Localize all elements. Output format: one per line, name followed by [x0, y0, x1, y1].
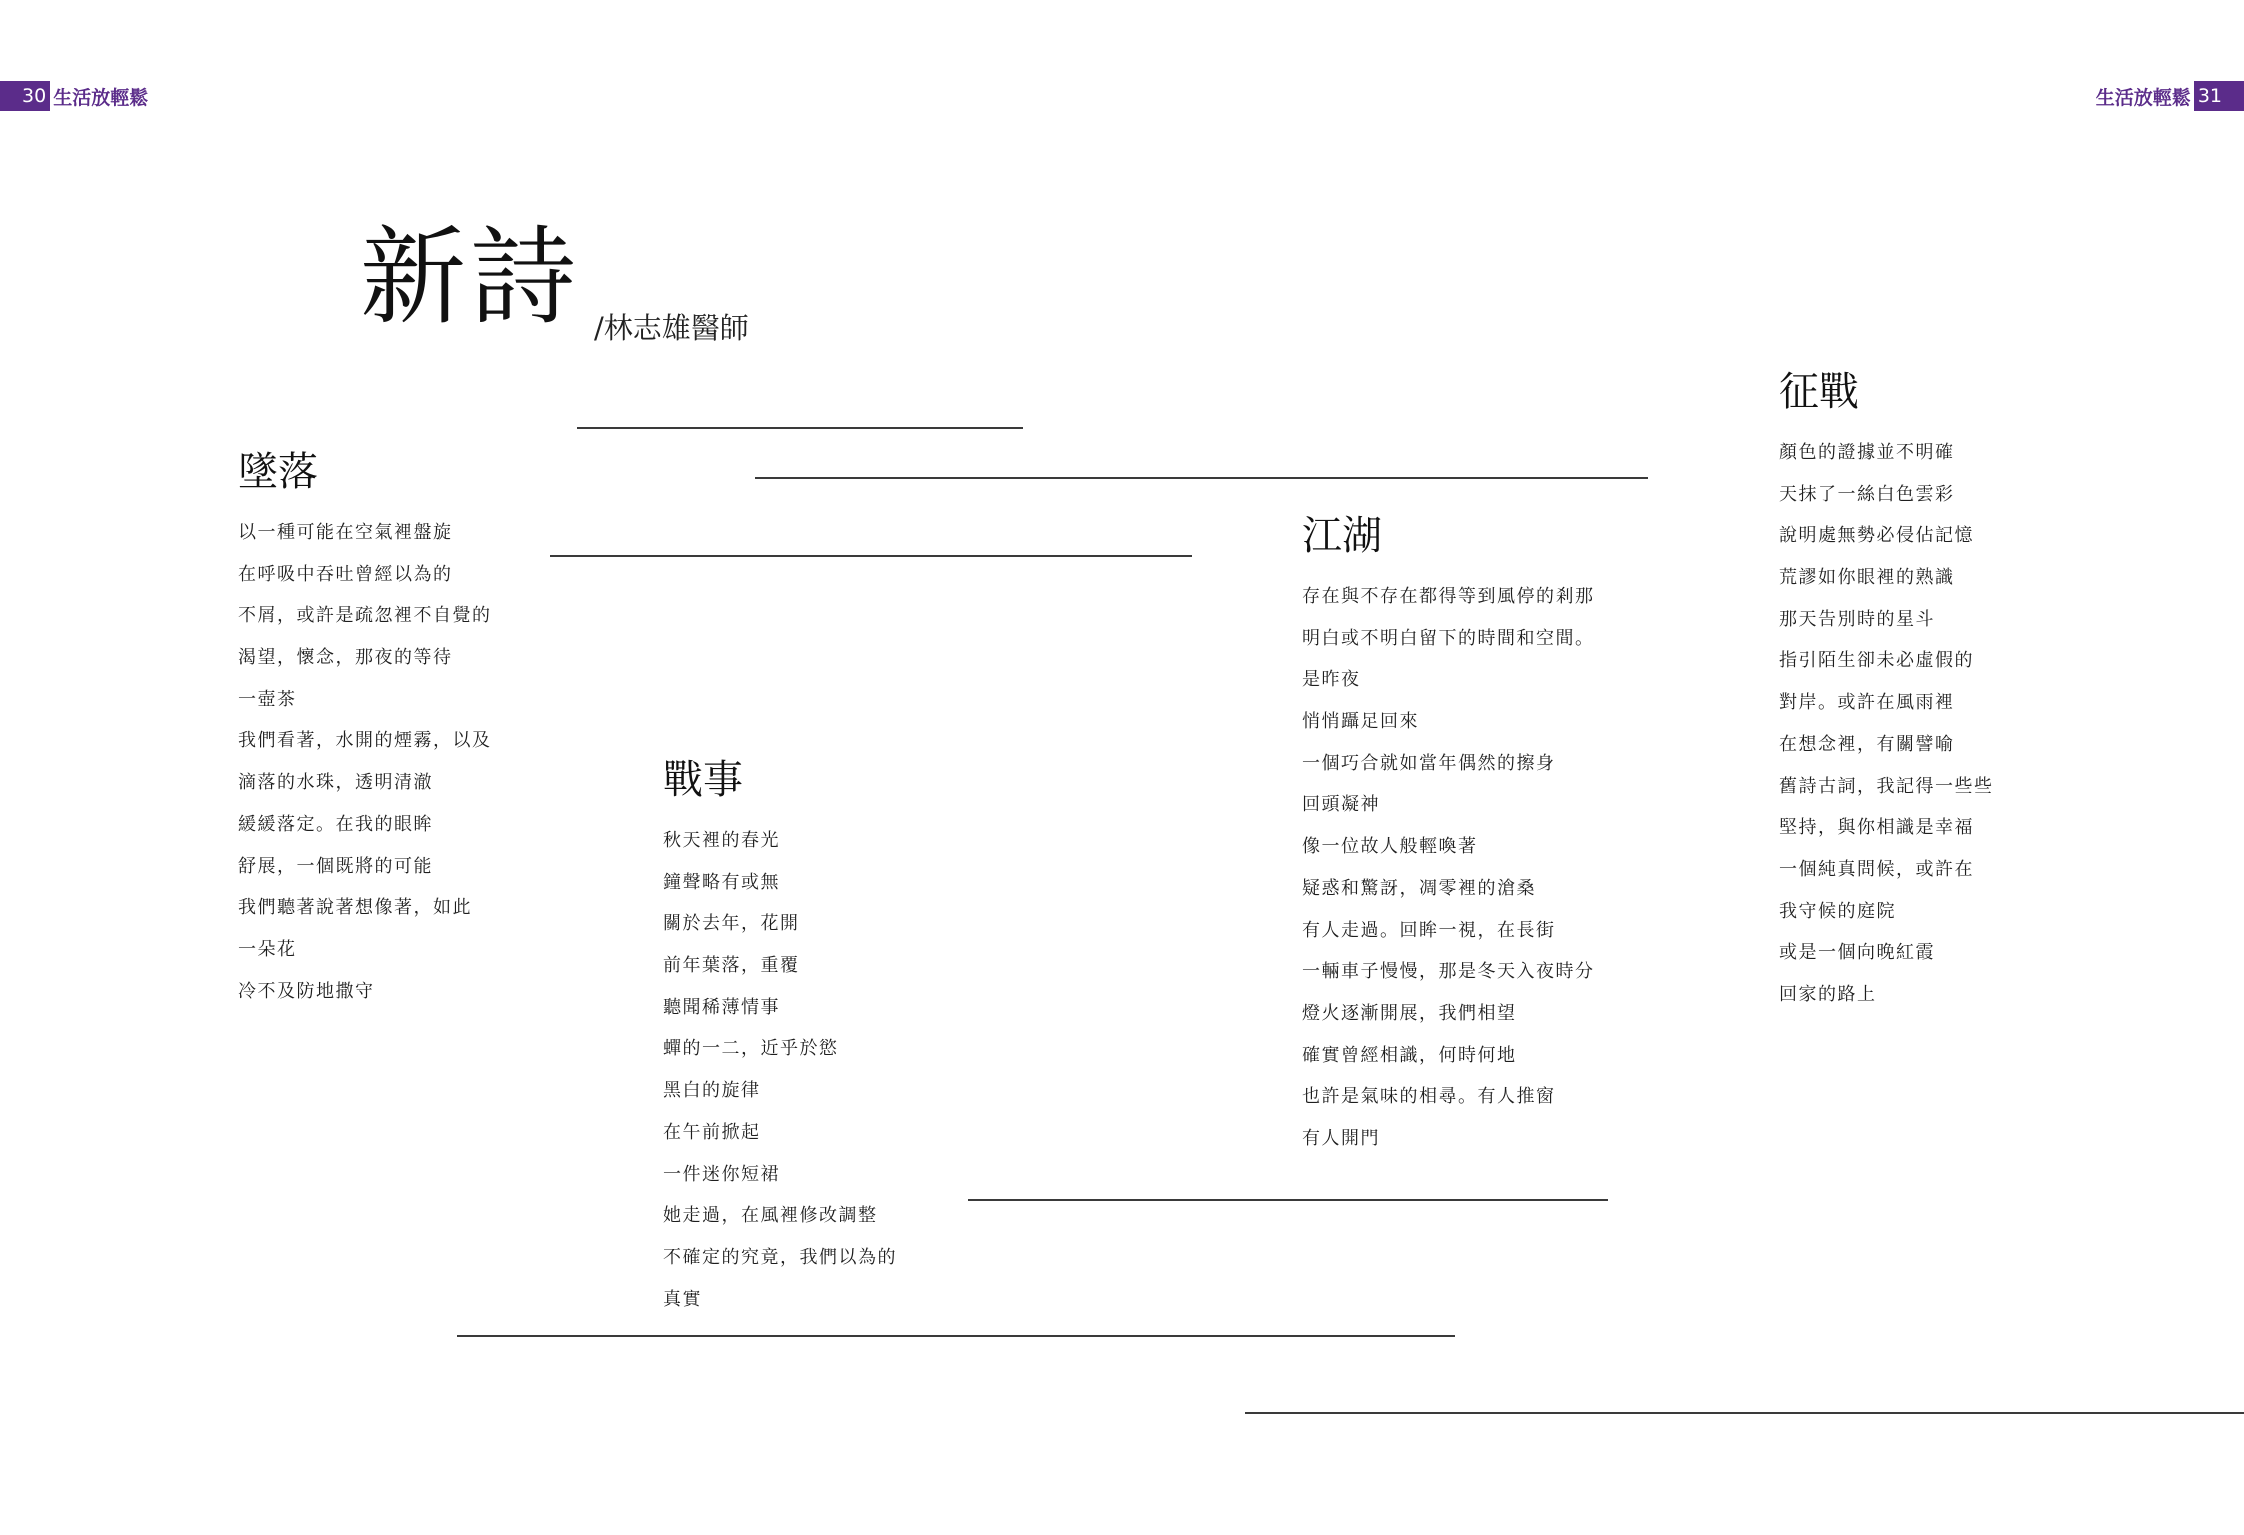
poem-line: 舊詩古詞，我記得一些些	[1779, 775, 1994, 797]
poem-lines	[663, 820, 897, 1320]
poem-line: 我們看著，水開的煙霧，以及	[238, 730, 492, 752]
poem-line: 燈火逐漸開展，我們相望	[1302, 1002, 1517, 1024]
poem-line: 一壺茶	[238, 688, 297, 710]
poem-line: 一個巧合就如當年偶然的擦身	[1302, 752, 1556, 774]
poem-line: 滴落的水珠，透明清澈	[238, 772, 433, 794]
poem-line: 荒謬如你眼裡的熟識	[1779, 567, 1955, 589]
poem-campaign	[1779, 370, 1994, 1016]
poem-line: 有人開門	[1302, 1127, 1380, 1149]
poem-line: 一件迷你短裙	[663, 1163, 780, 1185]
article-author: /林志雄醫師	[594, 311, 749, 345]
poem-line: 是昨夜	[1302, 669, 1361, 691]
poem-line: 她走過，在風裡修改調整	[663, 1205, 878, 1227]
poem-line: 秋天裡的春光	[663, 830, 780, 851]
divider-rule	[755, 477, 1648, 479]
poem-line: 蟬的一二，近乎於慾	[663, 1038, 839, 1060]
poem-line: 在呼吸中吞吐曾經以為的	[238, 563, 453, 585]
poem-line: 像一位故人般輕喚著	[1302, 836, 1478, 858]
poem-line: 以一種可能在空氣裡盤旋	[238, 522, 453, 543]
poem-line: 指引陌生卻未必虛假的	[1779, 650, 1974, 672]
divider-rule	[457, 1335, 1455, 1337]
article-title: 新詩	[360, 216, 580, 339]
poem-title: 戰事	[663, 757, 743, 803]
poem-line: 黑白的旋律	[663, 1080, 761, 1102]
poem-line: 一個純真問候，或許在	[1779, 858, 1974, 880]
poem-line: 顏色的證據並不明確	[1779, 442, 1955, 463]
divider-rule	[1245, 1412, 2244, 1414]
poem-line: 渴望，懷念，那夜的等待	[238, 647, 453, 669]
right-page-header	[2096, 81, 2244, 111]
poem-line: 前年葉落，重覆	[663, 955, 800, 977]
poem-line: 對岸。或許在風雨裡	[1779, 692, 1955, 714]
poem-title: 江湖	[1302, 513, 1382, 559]
poem-line: 存在與不存在都得等到風停的剎那	[1302, 586, 1595, 607]
poem-lines	[238, 512, 492, 1012]
poem-line: 確實曾經相識，何時何地	[1302, 1044, 1517, 1066]
poem-line: 緩緩落定。在我的眼眸	[238, 813, 433, 835]
left-page-header	[0, 81, 148, 111]
poem-jianghu	[1302, 514, 1595, 1160]
poem-line: 天抹了一絲白色雲彩	[1779, 483, 1955, 505]
poem-line: 也許是氣味的相尋。有人推窗	[1302, 1086, 1556, 1108]
poem-lines	[1779, 432, 1994, 1016]
right-page-number: 31	[2194, 81, 2244, 111]
poem-line: 說明處無勢必侵佔記憶	[1779, 525, 1974, 547]
poem-line: 在想念裡，有關譬喻	[1779, 733, 1955, 755]
poem-line: 一輛車子慢慢，那是冬天入夜時分	[1302, 961, 1595, 983]
poem-line: 聽聞稀薄情事	[663, 996, 780, 1018]
poem-line: 明白或不明白留下的時間和空間。	[1302, 627, 1595, 649]
poem-line: 悄悄躡足回來	[1302, 711, 1419, 733]
divider-rule	[550, 555, 1192, 557]
poem-line: 不屑，或許是疏忽裡不自覺的	[238, 605, 492, 627]
poem-line: 關於去年，花開	[663, 913, 800, 935]
poem-title: 墜落	[238, 449, 318, 495]
poem-line: 或是一個向晚紅霞	[1779, 942, 1935, 964]
poem-line: 不確定的究竟，我們以為的	[663, 1246, 897, 1268]
poem-line: 那天告別時的星斗	[1779, 608, 1935, 630]
poem-line: 在午前掀起	[663, 1121, 761, 1143]
poem-line: 我們聽著說著想像著，如此	[238, 897, 472, 919]
poem-line: 堅持，與你相識是幸福	[1779, 817, 1974, 839]
poem-line: 真實	[663, 1288, 702, 1310]
left-page-number: 30	[0, 81, 50, 111]
left-section-title: 生活放輕鬆	[53, 86, 149, 109]
poem-line: 冷不及防地撒守	[238, 980, 375, 1002]
poem-line: 疑惑和驚訝，凋零裡的滄桑	[1302, 877, 1536, 899]
poem-line: 舒展，一個既將的可能	[238, 855, 433, 877]
poem-warfare	[663, 758, 897, 1320]
divider-rule	[968, 1199, 1608, 1201]
poem-falling	[238, 450, 492, 1012]
poem-line: 回家的路上	[1779, 983, 1877, 1005]
poem-line: 一朵花	[238, 938, 297, 960]
poem-line: 鐘聲略有或無	[663, 871, 780, 893]
poem-title: 征戰	[1779, 369, 1859, 415]
right-section-title: 生活放輕鬆	[2095, 86, 2191, 109]
poem-line: 回頭凝神	[1302, 794, 1380, 816]
poem-lines	[1302, 576, 1595, 1160]
poem-line: 我守候的庭院	[1779, 900, 1896, 922]
divider-rule	[577, 427, 1023, 429]
poem-line: 有人走過。回眸一視，在長街	[1302, 919, 1556, 941]
